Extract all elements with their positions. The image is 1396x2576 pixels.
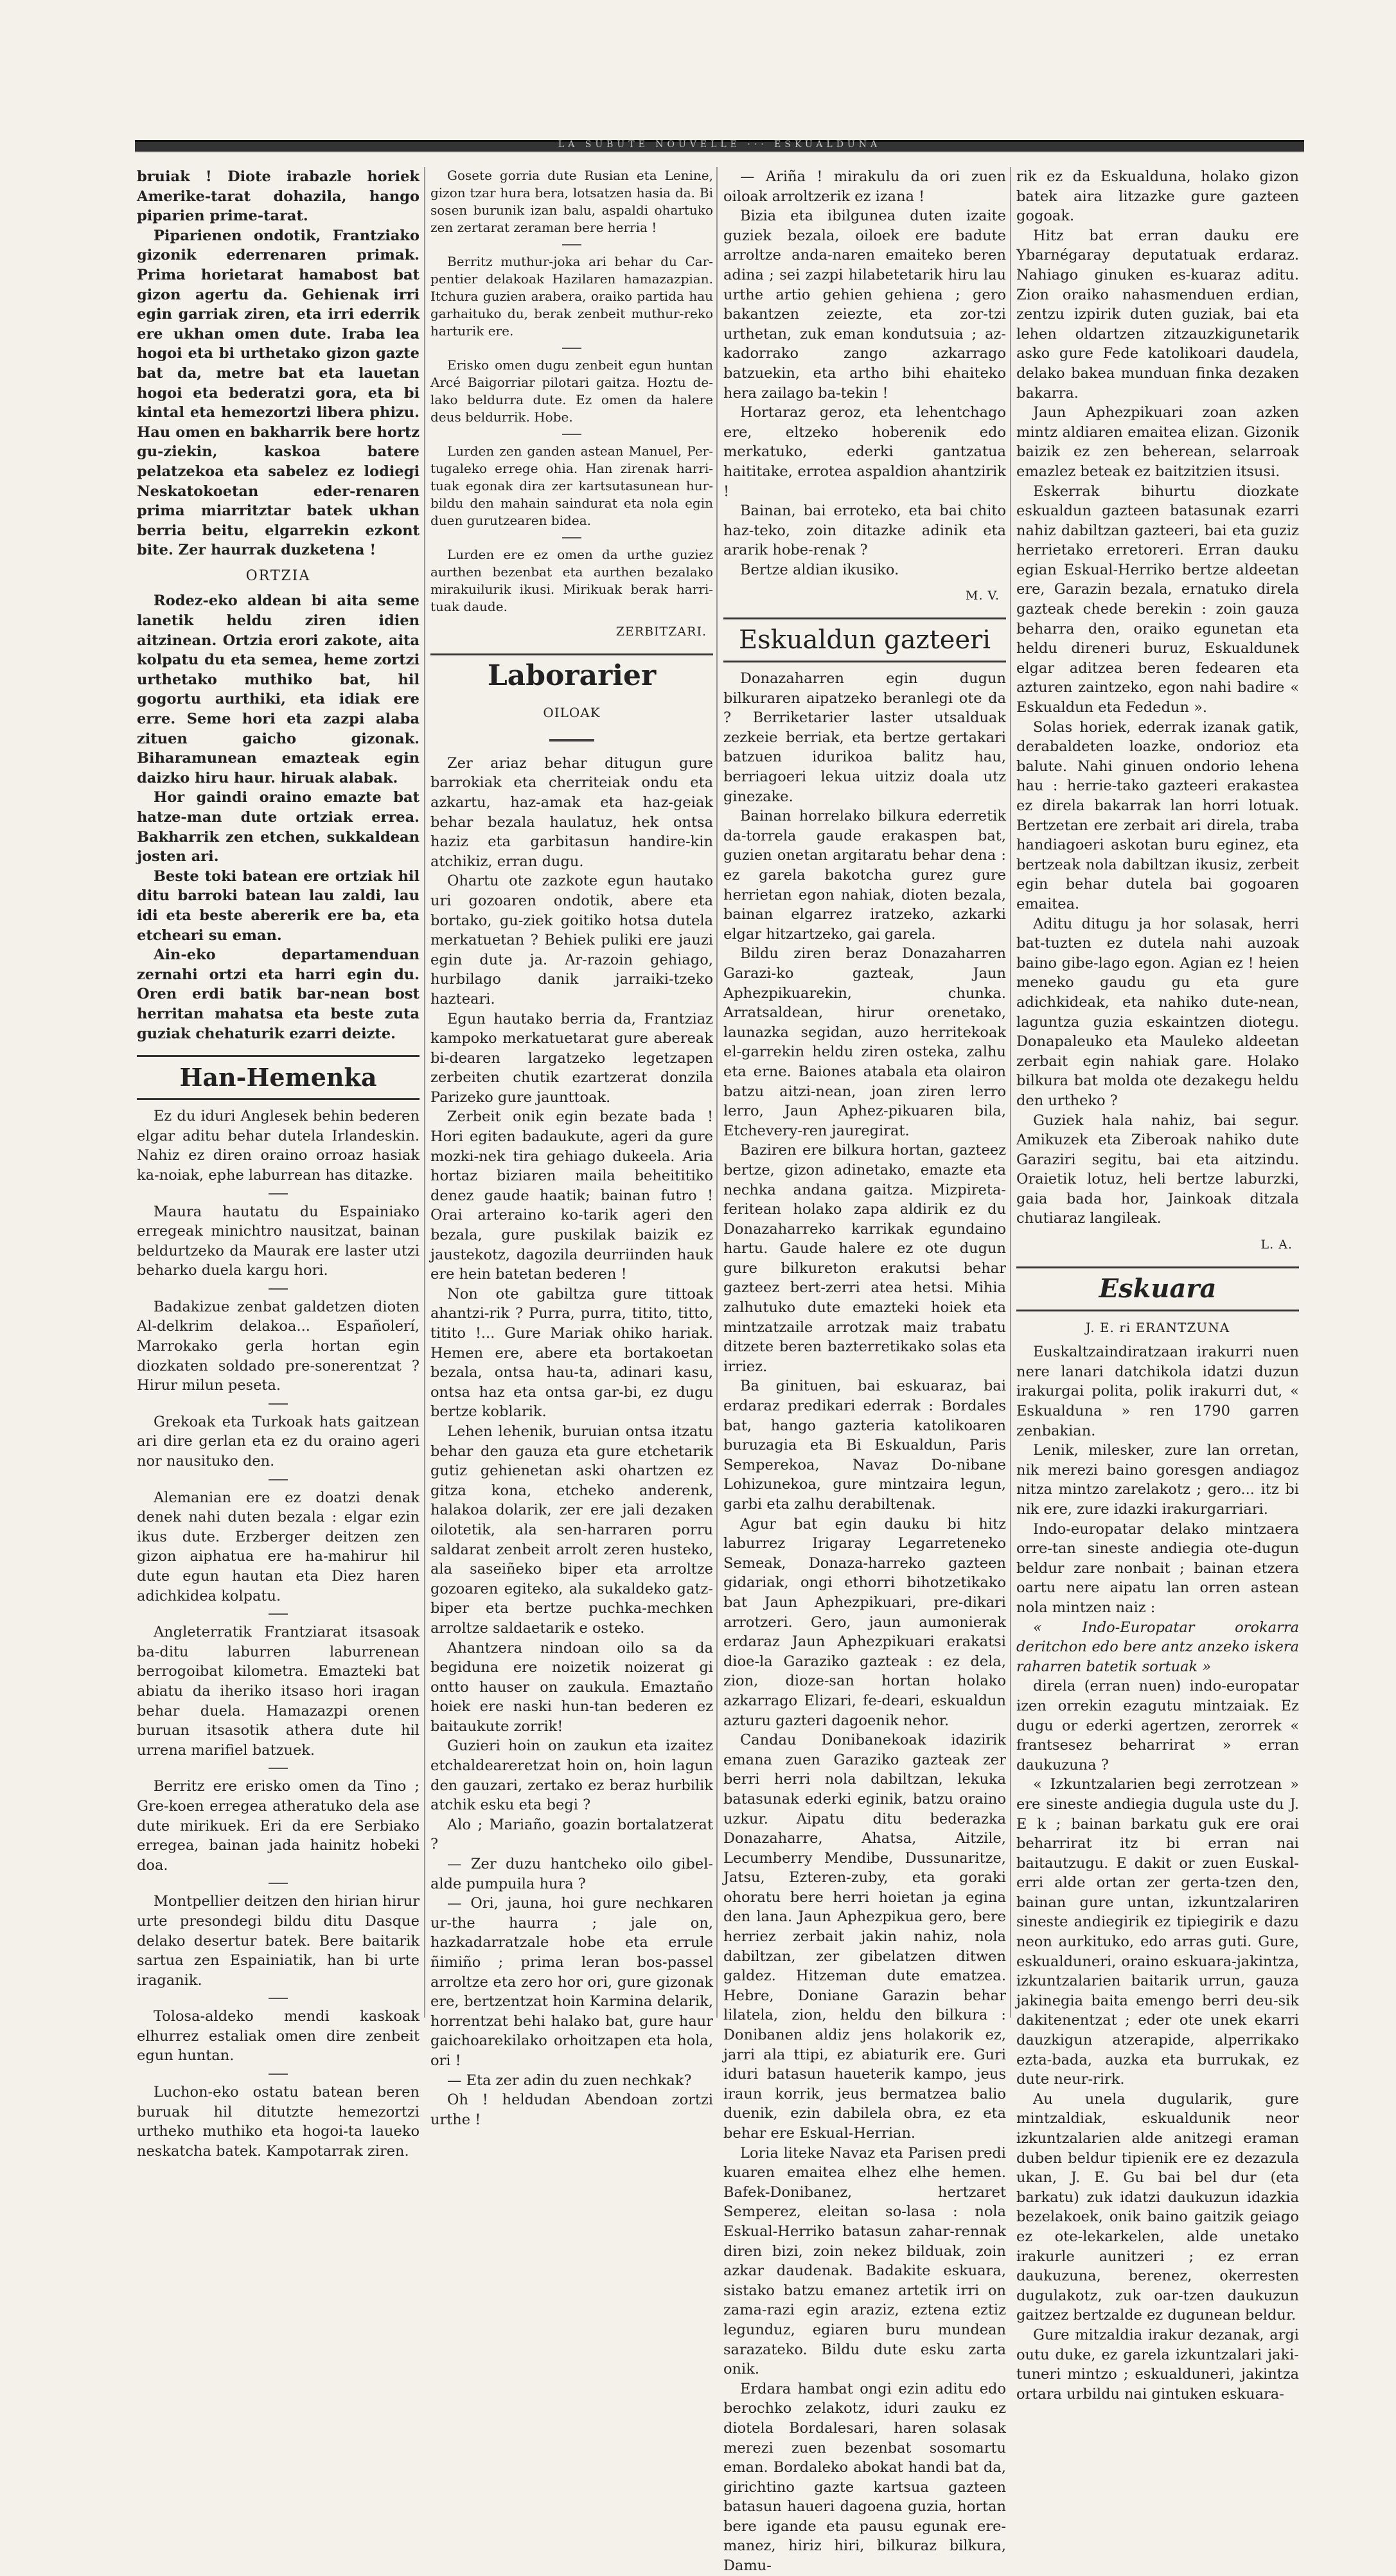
paragraph: Gure mitzaldia irakur dezanak, argi outu duke, ez garela izkuntzalari jaki-tuneri mintzo ; eskualduneri, jakintza ortara urbildu nai gintuken eskuara- <box>1016 2326 1299 2403</box>
paragraph: « Indo-Europatar orokarra deritchon edo bere antz anzeko iskera raharren batetik sortuak » <box>1016 1619 1299 1675</box>
separator <box>562 537 581 538</box>
paragraph: — Ariña ! mirakulu da ori zuen oiloak arroltzerik ez izana ! <box>723 168 1006 205</box>
paragraph: Alo ; Mariaño, goazin bortalatzerat ? <box>430 1816 713 1853</box>
paragraph: Ain-eko departamenduan zernahi ortzi eta harri egin du. Oren erdi batik bar-nean bost herritan mahatsa eta beste zuta guziak chehaturik ezarri deizte. <box>137 946 420 1042</box>
column-1 <box>137 167 420 2160</box>
news-item: Lurden zen ganden astean Manuel, Per-tugaleko errege ohia. Han zirenak harri-tuak egonak dira zer kartsutasunean hur-bildu den mahain saindurat eta nola egin duen gurutzearen bidea. <box>430 443 713 528</box>
separator <box>269 1883 288 1884</box>
paragraph: Lehen lehenik, buruian ontsa itzatu behar den gauza eta gure etchetarik gutiz gehienetan aski ohartzen ez gitza kona, etcheko anderenk, halakoa dolarik, zer ere jali dezaken oilotetik, ala sen-harraren porru saldarat zenbeit arrolt zeren husteko, ala saseiñeko biper eta arroltze gozoaren egiteko, ala sukaldeko gatz-biper eta bertze puchka-mechken arroltze saldaetarik e osteko. <box>430 1423 713 1637</box>
news-item: Maura hautatu du Espainiako erregeak minichtro nausitzat, bainan beldurtzeko da Maurak ere laster utzi beharko duela kargu hori. <box>137 1203 420 1279</box>
paragraph: Zer ariaz behar ditugun gure barrokiak eta cherriteiak ondu eta azkartu, haz-amak eta haz-geiak behar bezala haulatuz, hek ontsa haziz eta garbitasun handire-kin atchikiz, erran dugu. <box>430 754 713 870</box>
column-divider <box>1010 167 1011 2018</box>
paragraph: « Izkuntzalarien begi zerrotzean » ere sineste andiegia dugula uste du J. E k ; bainan barkatu guk ere orai beharrirat itz bi erran nai baitautzugu. E dakit or zuen Euskal-erri alde ortan zer gerta-tzen den, bainan gure untan, izkuntzalariren sineste andiegirik ez tipiegirik e dazu neon aurkituko, edo arras guti. Gure, eskualduneri, oraino eskuara-jakintza, izkuntzalarien baitarik urrun, gauza jakinegia baita emengo berri deu-sik dakitenentzat ; eder ote unek ekarri dauzkigun atzerapide, alperrikako ezta-bada, auzka eta burrukak, ez dute neur-rirk. <box>1016 1776 1299 2088</box>
news-item: Gosete gorria dute Rusian eta Lenine, gizon tzar hura bera, lotsatzen hasia da. Bi sosen burunik izan balu, aspaldi ohartuko zen zertarat zeraman bere herria ! <box>430 168 713 235</box>
paragraph: Candau Donibanekoak idazirik emana zuen Garaziko gazteak zer berri herri nola dabiltzan, lekuka batasunak ederki eginik, batzu oraino uzkur. Aipatu ditu bederazka Donazaharre, Ahatsa, Aitzile, Lecumberry Mendibe, Dussunaritze, Jatsu, Ezteren-zuby, eta goraki ohoratu bere herri hoietan ja egina den lana. Jaun Aphezpikua gero, bere herriez zerbait jakin nahiz, nola dabiltzan, zer gibelatzen ditwen galdez. Hitzeman dute ematzea. Hebre, Doniane Garazin behar lilatela, zion, heldu den bilkura : Donibanen aldiz jens holakorik ez, jarri ala ttipi, ez abiaturik ere. Guri iduri batasun haueterik kampo, jeus iraun korrik, jeus bermatzea balio duenik, ezin dabilela obra, ez eta behar ere Eskual-Herrian. <box>723 1732 1006 2142</box>
separator <box>269 1288 288 1290</box>
paragraph: Lenik, milesker, zure lan orretan, nik merezi baino goresgen andiagoz nitza mintzo zarelakotz ; gero... itz bi nik ere, zure idazki irakurgarriari. <box>1016 1442 1299 1518</box>
news-item: Berritz ere erisko omen da Tino ; Gre-koen erregea atheratuko dela ase dute mirikuek. Eri da ere Serbiako erregea, bainan jada hainitz hobeki doa. <box>137 1778 420 1874</box>
signature: ZERBITZARI. <box>615 625 707 639</box>
paragraph: Egun hautako berria da, Frantziaz kampoko merkatuetarat gure abereak bi-dearen largatzeko legetzapen zerbeiten chutik ezartzerat donzila Parizeko gure jaunttoak. <box>430 1010 713 1106</box>
paragraph: — Eta zer adin du zuen nechkak? <box>447 2072 692 2089</box>
paragraph: Guziek hala nahiz, bai segur. Amikuzek eta Ziberoak nahiko dute Garaziri segitu, bai eta aitzindu. Oraietik lotuz, heli bertze laburzki, gaia bada hor, Jainkoak ditzala chutiaraz langileak. <box>1016 1112 1299 1227</box>
separator <box>269 2074 288 2075</box>
paragraph: Hortaraz geroz, eta lehentchago ere, eltzeko hoberenik edo merkatuko, ederki gantzatua haititake, errotea aspaldion ahantzirik ! <box>723 404 1006 500</box>
paragraph: Bizia eta ibilgunea duten izaite guziek bezala, oiloek ere badute arroltze anda-naren emaiteko beren adina ; sei zazpi hilabetetarik hiru lau urthe artio gehien gehiena ; gero bakantzen zeiezte, eta zor-tzi urthetan, zuk eman kondutsuia ; az-kadorrako zango azkarrago batzuekin, eta artho bihi ehaiteko hera zailago ba-tekin ! <box>723 208 1006 402</box>
paragraph: Agur bat egin dauku bi hitz laburrez Irigaray Legarreteneko Semeak, Donaza-harreko gazteen gidariak, ongi ethorri bihotzetikako bat Jaun Aphezpikuari, pre-dikari arrotzeri. Gero, jaun aumonierak erdaraz Jaun Aphezpikuari erakatsi dioe-la Garaziko gazteak : ez dela, zion, dioze-san hortan holako azkarrago Elizari, fe-deari, eskualdun azturu gazteri dagoenik nehor. <box>723 1515 1006 1729</box>
section-headline: Eskualdun gazteeri <box>723 617 1006 662</box>
paragraph: Oh ! heldudan Abendoan zortzi urthe ! <box>430 2092 713 2128</box>
masthead-rule <box>135 140 1304 152</box>
masthead-text: LA SUBUTE NOUVELLE ··· ESKUALDUNA <box>558 139 881 150</box>
paragraph: Hor gaindi oraino emazte bat hatze-man dute ortziak errea. Bakharrik zen etchen, sukkaldean josten ari. <box>137 789 420 866</box>
paragraph: Euskaltzaindiratzaan irakurri nuen nere lanari datchikola idatzi duzun irakurgai polita, polik irakurri dut, « Eskualduna » ren 1790 garren zenbakian. <box>1016 1344 1299 1439</box>
separator <box>269 1193 288 1195</box>
signature: L. A. <box>1260 1238 1293 1252</box>
paragraph: Ahantzera nindoan oilo sa da begiduna ere noizetik noizerat gi ontto hauser on zaukula. Emaztaño hoiek ere naski hun-tan bederen ez baitaukute zorrik! <box>430 1639 713 1735</box>
separator <box>269 1998 288 1999</box>
paragraph: Eskerrak bihurtu diozkate eskualdun gazteen batasunak ezarri nahiz dabiltzan gazteeri, bai eta guziz herrietako erretoreri. Erran dauku egian Eskual-Herriko bertze aldeetan ere, Garazin bezala, ernatuko direla gazteak chede berekin : zoin gauza beharra den, oraiko egunetan eta heldu direneri buruz, Eskualdunek elgar aditzea beren fedearen eta azturen zaintzeko, egon nahi badire « Eskualdun eta Fededun ». <box>1016 483 1299 716</box>
paragraph: — Ori, jauna, hoi gure nechkaren ur-the haurra ; jale on, hazkadarratzale hobe eta errule ñimiño ; prima leran bos-passel arroltze eta zero hor ori, gure gizonak ere, bertzentzat hoin Karmina delarik, horrentzat behi halako bat, gure haur gaichoarekilako orhoitzapen eta hola, ori ! <box>430 1895 713 2069</box>
paragraph: Aditu ditugu ja hor solasak, herri bat-tuzten ez dutela nahi auzoak baino gibe-lago egon. Agian ez ! heien meneko gaudu gu eta gure adichkideak, eta nahiko dute-nean, laguntza guzia eskaintzen diotegu. Donapaleuko eta Mauleko aldeetan zerbait egin nahiak gare. Holako bilkura bat molda ote dezakegu heldu den urtheko ? <box>1016 915 1299 1109</box>
section-headline: Han-Hemenka <box>137 1055 420 1100</box>
paragraph: Loria liteke Navaz eta Parisen predi kuaren emaitea elhez elhe hemen. Bafek-Donibanez, hertzaret Semperez, eleitan so-lasa : nola Eskual-Herriko batasun zahar-rennak diren bizi, zoin nekez bilduak, zoin azkar daudenak. Badakite eskuara, sistako batzu emanez artetik irri on zama-razi egin araziz, eztena eztiz legunduz, egiaren buru mundean sarazateko. Bildu dute esku zarta onik. <box>723 2144 1006 2378</box>
news-item: Berritz muthur-joka ari behar du Car-pentier delakoak Hazilaren hamazazpian. Itchura guzien arabera, oraiko partida hau garhaituko du, berak zenbeit muthur-reko harturik ere. <box>430 254 713 339</box>
paragraph: Bildu ziren beraz Donazaharren Garazi-ko gazteak, Jaun Aphezpikuarekin, chunka. Arratsaldean, hirur orenetako, launazka segidan, auzo herritekoak el-garrekin heldu ziren osteka, zalhu eta erne. Baiones atabala eta olairon batzu aitzi-nean, joan ziren lerro lerro, Jaun Aphez-pikuaren bila, Etchevery-ren jauregirat. <box>723 945 1006 1139</box>
separator <box>269 1768 288 1769</box>
news-item: Tolosa-aldeko mendi kaskoak elhurrez estaliak omen dire zenbeit egun huntan. <box>137 2008 420 2065</box>
separator <box>269 1613 288 1615</box>
news-item: Erisko omen dugu zenbeit egun huntan Arcé Baigorriar pilotari gaitza. Hoztu de-lako beldurra dute. Ez omen da halere deus beldurrik. Hobe. <box>430 357 713 425</box>
paragraph: Erdara hambat ongi ezin aditu edo berochko zelakotz, iduri zauku ez diotela Bordalesari, haren solasak merezi zuen bezenbat sosomartu eman. Bordaleko abokat handi bat da, girichtino gazte kartsua gazteen batasun haueri dagoena guzia, hortan bere igande eta pausu egunak ere-manez, hiriz hiri, bilkuraz bilkura, Damu- <box>723 2380 1006 2575</box>
news-item: Montpellier deitzen den hirian hirur urte presondegi bildu ditu Dasque delako desertur batek. Bere baitarik sartua zen Espainiatik, han bi urte iraganik. <box>137 1893 420 1989</box>
paragraph: Solas horiek, ederrak izanak gatik, derabaldeten loazke, ondorioz eta balute. Nahi ginuen ondorio lehena hau : herrie-tako gazteeri erakastea ez direla bakarrak lan horri lotuak. Bertzetan ere zerbait ari direla, traba handiagoeri askotan buru eginez, eta bertzeak nola dabiltzan ikusiz, zerbeit egin behar dutela bai gogoaren emaitea. <box>1016 718 1299 912</box>
section-byline: J. E. ri ERANTZUNA <box>1085 1319 1230 1335</box>
paragraph: Baziren ere bilkura hortan, gazteez bertze, gizon adinetako, emazte eta nechka andana gaitza. Mizpireta-feritean holako zapa aldirik ez du Donazaharreko karrikak egundaino hartu. Gaude halere ez ote dugun gure bilkureton erakutsi behar gazteez bert-zerri atea hetsi. Mihia zalhutuko dute emazteki hoiek eta mintzatzaile arrotzak maiz trabatu ditzete beren bazterretikako solas eta irriez. <box>723 1142 1006 1375</box>
section-headline: Eskuara <box>1016 1266 1299 1311</box>
paragraph: Zerbeit onik egin bezate bada ! Hori egiten badaukute, ageri da gure mozki-nek tira gehiago dukeela. Aria hortaz biziaren maila beheititiko denez gaude haatik; bainan futro ! Orai arteraino ko-tarik ageri den bezala, gure puskilak baizik ez jaustekotz, dagozila deurriinden hauk ere hein batetan bederen ! <box>430 1108 713 1283</box>
section-headline: Laborarier <box>430 653 713 697</box>
news-item: Lurden ere ez omen da urthe guziez aurthen bezenbat eta aurthen bezalako mirakuilurik ikusi. Mirikuak berak harri-tuak daude. <box>430 547 713 614</box>
separator <box>562 348 581 349</box>
news-item: Badakizue zenbat galdetzen dioten Al-delkrim delakoa... Españolerí, Marrokako gerla hortan egin diozkaten soldado pre-sonerentzat ? Hirur milun peseta. <box>137 1298 420 1394</box>
section-title: ORTZIA <box>245 567 311 584</box>
paragraph: Au unela dugularik, gure mintzaldiak, eskualdunik neor izkuntzalarien alde anitzegi eraman duben beldur tipienik ere ez dezazula ukan, J. E. Gu bai bel dur (eta barkatu) zuk idatzi daukuzun idazkia bezelakoek, onik baino gaitzik geiago ez ote-lekarkelen, alde unetako irakurle aunitzeri ; ez erran daukuzuna, berenez, okerresten dugulakotz, zuk oar-tzen daukuzun gaitzez bertzalde ez dugunean beldur. <box>1016 2090 1299 2324</box>
paragraph: Hitz bat erran dauku ere Ybarnégaray deputatuak erdaraz. Nahiago ginuken es-kuaraz aditu. Zion oraiko nahasmenduen erdian, zentzu izpirik duten guziak, bai eta lehen oldartzen zitzauzkigunetarik asko gure Fede katolikoari daudela, delako bakea munduan finka dezaken bakarra. <box>1016 227 1299 402</box>
separator <box>269 1479 288 1480</box>
column-4 <box>1016 167 1299 2403</box>
column-divider <box>716 167 718 2018</box>
news-item: Ez du iduri Anglesek behin bederen elgar aditu behar dutela Irlandeskin. Nahiz ez diren oraino orroaz hasiak ka-noiak, ephe laburrean has ditazke. <box>137 1108 420 1184</box>
separator <box>562 434 581 435</box>
paragraph: direla (erran nuen) indo-europatar izen orrekin ezagutu mintzaiak. Ez dugu or ederki agertzen, zerorrek « frantsesez beharrirat » erran daukuzuna ? <box>1016 1678 1299 1773</box>
news-item: Grekoak eta Turkoak hats gaitzean ari dire gerlan eta ez du oraino ageri nor nausituko den. <box>137 1413 420 1470</box>
paragraph: Non ote gabiltza gure tittoak ahantzi-rik ? Purra, purra, titito, titto, titito !... Gure Mariak ohiko hariak. Hemen ere, abere eta bortakoetan bezala, ontsa hau-ta, adinari kasu, ontsa haz eta ontsa gar-bi, ez dugu bertze koblarik. <box>430 1285 713 1421</box>
column-divider <box>424 167 425 2018</box>
paragraph: Bainan horrelako bilkura ederretik da-torrela gaude erakaspen bat, guzien onetan argitaratu behar dena : ez garela bakotcha gurez gure herrietan egon nahiak, dioten bezala, bainan elgarrez iratzeko, azkarki elgar hitzartzeko, gai garela. <box>723 808 1006 943</box>
paragraph: Bertze aldian ikusiko. <box>740 561 899 578</box>
paragraph: Beste toki batean ere ortziak hil ditu barroki batean lau zaldi, lau idi eta beste abererik ere ba, eta etcheari su eman. <box>137 867 420 944</box>
paragraph: — Zer duzu hantcheko oilo gibel-alde pumpuila hura ? <box>430 1856 713 1892</box>
paragraph: Bainan, bai erroteko, eta bai chito haz-teko, zoin ditazke adinik eta ararik hobe-renak ? <box>723 502 1006 559</box>
paragraph: Jaun Aphezpikuari zoan azken mintz aldiaren emaitea elizan. Gizonik baizik ez zen beherean, selarroak emazlez beteak ez baitzitzien itsusi. <box>1016 404 1299 480</box>
paragraph: Ohartu ote zazkote egun hautako uri gozoaren ondotik, abere eta bortako, gu-ziek goitiko hotsa dutela merkatuetan ? Behiek puliki ere jauzi egin dute ja. Ar-razoin gehiago, hurbilago danik jarraiki-tzeko hazteari. <box>430 873 713 1008</box>
column-2 <box>430 167 713 2128</box>
column-3 <box>723 167 1006 2575</box>
news-item: Alemanian ere ez doatzi denak denek nahi duten bezala : elgar ezin ikus dute. Erzberger deitzen zen gizon aiphatua ere ha-mahirur hil dute egun hautan eta Diez haren adichkidea kolpatu. <box>137 1489 420 1604</box>
section-subtitle: OILOAK <box>543 704 601 720</box>
paragraph: Piparienen ondotik, Frantziako gizonik ederrenaren primak. Prima horietarat hamabost bat gizon agertu da. Gehienak irri egin garriak ziren, eta irri ederrik ere ukhan omen dute. Iraba lea hogoi eta bi urthetako gizon gazte bat da, metre bat eta lauetan hogoi eta bederatzi gora, eta bi kintal eta hemezortzi libera phizu. Hau omen en bakharrik bere hortz gu-ziekin, kaskoa batere pelatzekoa eta sabelez ez lodiegi Neskatokoetan eder-renaren prima miarritztar batek ukhan berria beitu, elgarrekin ezkont bite. Zer haurrak duzketena ! <box>137 227 420 559</box>
separator <box>269 1403 288 1405</box>
paragraph: rik ez da Eskualduna, holako gizon batek aira litzazke gure gazteen gogoak. <box>1016 168 1299 225</box>
paragraph: Indo-europatar delako mintzaera orre-tan sineste andiegia ote-dugun beldur zare nonbait ; bainan etzera oartu nere aipatu lan orren astean nola mintzen naiz : <box>1016 1520 1299 1616</box>
paragraph: Rodez-eko aldean bi aita seme lanetik heldu ziren idien aitzinean. Ortzia erori zakote, aita kolpatu du eta semea, heme zortzi urthetako muthiko bat, hil gogortu aurthiki, eta idiak ere erre. Seme hori eta zazpi alaba zituen gaicho gizonak. Biharamunean emazteak egin daizko hiru haur. hiruak alabak. <box>137 592 420 786</box>
paragraph: Donazaharren egin dugun bilkuraren aipatzeko beranlegi ote da ? Berriketarier laster utsalduak zezkeie berriak, eta bertze gertakari batzuen idurikoa balitz hau, berriagoeri lekua uitziz doala utz ginezake. <box>723 670 1006 805</box>
separator <box>562 244 581 245</box>
paragraph: Guzieri hoin on zaukun eta izaitez etchaldeareretzat hoin on, hoin lagun den gauzari, zertako ez beraz hurbilik atchik esku eta begi ? <box>430 1737 713 1814</box>
news-item: Angleterratik Frantziarat itsasoak ba-ditu laburren laburrenean berrogoibat kilometra. Emazteki bat abiatu da iheriko itsaso hori iragan behar duela. Hamazazpi orenen buruan itsasotik athera dute hil urrena marifiel batzuek. <box>137 1624 420 1759</box>
paragraph: bruiak ! Diote irabazle horiek Amerike-tarat dohazila, hango piparien prime-tarat. <box>137 168 420 225</box>
ornament <box>430 727 713 747</box>
paragraph: Ba ginituen, bai eskuaraz, bai erdaraz predikari ederrak : Bordales bat, hango gazteria katolikoaren buruzagia eta Bi Eskualdun, Paris Semperekoa, Navaz Do-nibane Lohizunekoa, gure mintzaira legun, garbi eta zalhu derabiltenak. <box>723 1378 1006 1513</box>
signature: M. V. <box>966 589 1000 603</box>
news-item: Luchon-eko ostatu batean beren buruak hil ditutzte hemezortzi urtheko muthiko eta hogoi-ta laueko neskatcha batek. Kampotarrak ziren. <box>137 2084 420 2160</box>
